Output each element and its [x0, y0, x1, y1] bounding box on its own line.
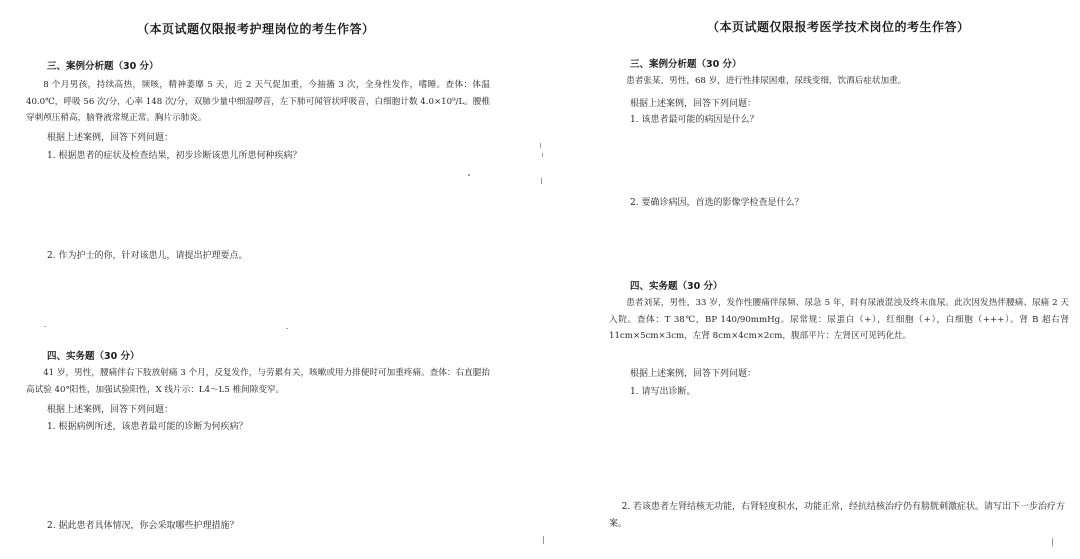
left-practice-section-title: 四、实务题（30 分） [47, 351, 140, 362]
left-case-question-2: 2. 作为护士的你，针对该患儿，请提出护理要点。 [47, 251, 248, 261]
left-case-question-1: 1. 根据患者的症状及检查结果，初步诊断该患儿所患何种疾病？ [47, 151, 302, 161]
right-practice-text: 患者刘某，男性，33 岁，发作性腰痛伴尿频、尿急 5 年，时有尿液混浊及终末血尿。此次因发热伴腰痛、尿痛 2 天入院。查体：T 38℃，BP 140/90mmHg。尿常规：尿蛋白（+），红细胞（+），白细胞（+++）。肾 B 超右肾 11cm×5cm×3cm，左肾 8cm×4cm×2cm，腹部平片：左肾区可见钙化灶。 [609, 298, 1069, 341]
scan-speck [468, 174, 470, 176]
scan-speck [1052, 537, 1053, 547]
right-case-text: 患者张某，男性，68 岁，进行性排尿困难，尿线变细，饮酒后症状加重。 [626, 76, 907, 86]
left-practice-question-2: 2. 据此患者具体情况，你会采取哪些护理措施？ [47, 521, 239, 531]
left-page-header: （本页试题仅限报考护理岗位的考生作答） [137, 22, 375, 36]
left-case-text: 8 个月男孩，持续高热，频咳，精神萎靡 5 天，近 2 天气促加重，今抽搐 3 次，全身性发作，嗜睡。查体：体温 40.0℃，呼吸 56 次/分，心率 148 次/分，双肺少量中细湿啰音，左下肺可闻管状呼吸音，白细胞计数 4.0×10⁹/L。腰椎穿刺颅压稍高，脑脊液常规正常。胸片示肺炎。 [26, 80, 490, 123]
left-practice-question-1: 1. 根据病例所述，该患者最可能的诊断为何疾病？ [47, 422, 248, 432]
left-case-prompt: 根据上述案例，回答下列问题： [47, 133, 174, 143]
right-case-prompt: 根据上述案例，回答下列问题： [630, 99, 757, 109]
right-exam-page [545, 0, 1080, 559]
scan-speck [44, 326, 46, 327]
right-page-header: （本页试题仅限报考医学技术岗位的考生作答） [707, 20, 970, 34]
right-case-section-title: 三、案例分析题（30 分） [630, 59, 742, 70]
left-practice-text: 41 岁，男性，腰痛伴右下肢放射痛 3 个月，反复发作，与劳累有关，咳嗽或用力排便时可加重疼痛。查体：右直腿抬高试验 40°阳性，加强试验阳性，X 线片示：L4～L5 椎间隙变窄。 [26, 368, 490, 395]
right-case-question-1: 1. 该患者最可能的病因是什么？ [630, 115, 759, 125]
right-case-question-2: 2. 要确诊病因，首选的影像学检查是什么？ [630, 198, 804, 208]
right-practice-section-title: 四、实务题（30 分） [630, 281, 723, 292]
right-practice-prompt: 根据上述案例，回答下列问题： [630, 369, 757, 379]
right-practice-question-1: 1. 请写出诊断。 [630, 387, 696, 397]
fold-mark [540, 143, 541, 148]
left-case-section-title: 三、案例分析题（30 分） [47, 61, 159, 72]
fold-mark [542, 153, 543, 157]
right-practice-question-2: 2. 若该患者左肾结核无功能，右肾轻度积水，功能正常，经抗结核治疗仍有膀胱刺激症状。请写出下一步治疗方案。 [609, 502, 1066, 529]
scan-speck [286, 328, 288, 329]
fold-mark [543, 536, 544, 544]
fold-mark [541, 178, 542, 184]
left-practice-prompt: 根据上述案例，回答下列问题： [47, 405, 174, 415]
